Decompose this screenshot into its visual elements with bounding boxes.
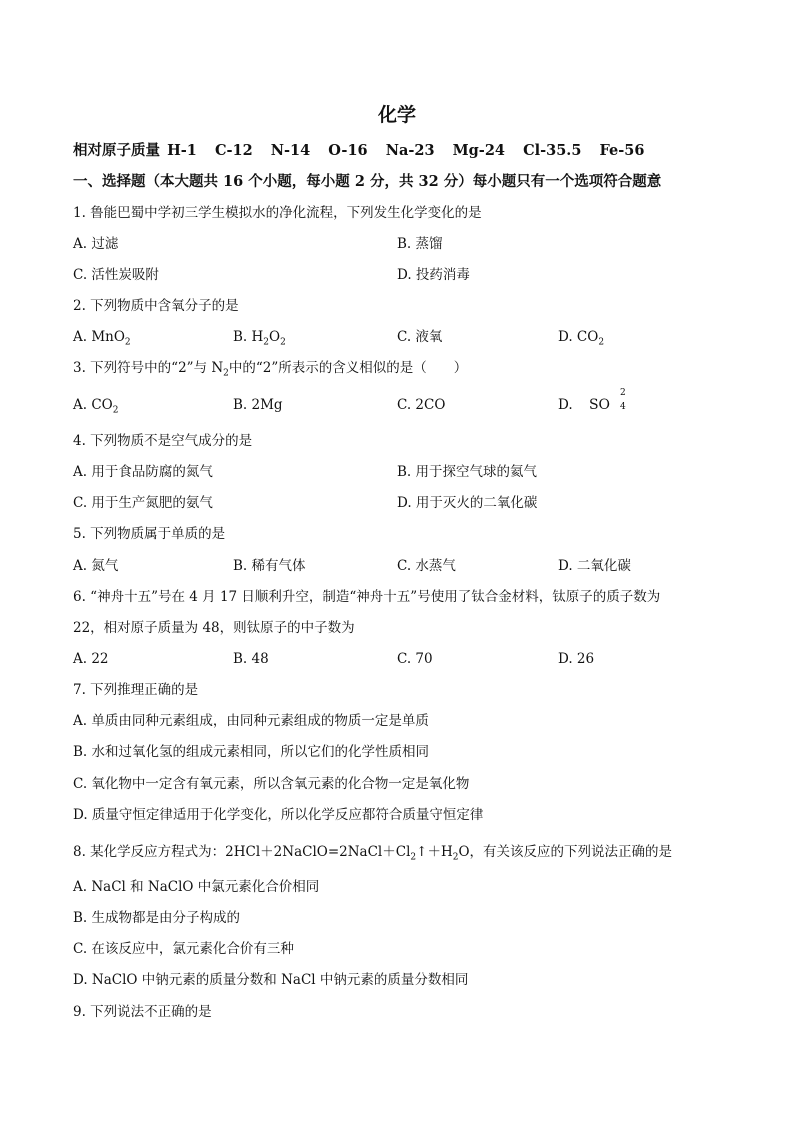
option-d: D. 用于灭火的二氧化碳 (397, 495, 538, 511)
atomic-mass-item: Fe-56 (599, 142, 645, 159)
atomic-mass-item: Mg-24 (452, 142, 505, 159)
atomic-mass-label: 相对原子质量 (73, 142, 160, 159)
option-b: B. 2Mg (233, 397, 283, 413)
atomic-mass-item: N-14 (270, 142, 311, 159)
question-stem: 8. 某化学反应方程式为：$2HCl+2NaClO=2NaCl+Cl_2↑+H_2O$，有关该反应的下列说法正确的是 (73, 844, 673, 863)
question-stem: 5. 下列物质属于单质的是 (73, 526, 226, 542)
page-title: 化学 (377, 104, 416, 126)
question-stem: 4. 下列物质不是空气成分的是 (73, 433, 253, 449)
option-a: A. MnO$_2$ (73, 329, 131, 348)
option-c: C. 氧化物中一定含有氧元素，所以含氧元素的化合物一定是氧化物 (73, 776, 470, 792)
option-a: A. 过滤 (73, 236, 119, 252)
option-b: B. 蒸馏 (397, 236, 443, 252)
option-a: A. 单质由同种元素组成，由同种元素组成的物质一定是单质 (73, 713, 429, 729)
atomic-mass-item: O-16 (328, 142, 368, 159)
option-a: A. 用于食品防腐的氮气 (73, 464, 213, 480)
option-d: D. 26 (558, 651, 595, 667)
question-stem: 6. “神舟十五”号在 4 月 17 日顺利升空，制造“神舟十五”号使用了钛合金材料，钛原子的质子数为 (73, 589, 661, 605)
option-b: B. 生成物都是由分子构成的 (73, 910, 241, 926)
option-c: C. 用于生产氮肥的氨气 (73, 495, 213, 511)
option-a: A. NaCl 和 NaClO 中氯元素化合价相同 (73, 879, 320, 895)
question-stem: 3. 下列符号中的“2”与 $N_2$中的“2”所表示的含义相似的是（ ） (73, 360, 468, 379)
question-stem: 2. 下列物质中含氧分子的是 (73, 298, 239, 314)
option-c: C. 在该反应中，氯元素化合价有三种 (73, 941, 294, 957)
option-d: D. 投药消毒 (397, 267, 470, 283)
sulfate-ion: SO 2 4 (588, 388, 626, 413)
option-a: A. 氮气 (73, 558, 119, 574)
atomic-mass-line (73, 141, 733, 161)
question-stem: 7. 下列推理正确的是 (73, 682, 199, 698)
question-stem: 1. 鲁能巴蜀中学初三学生模拟水的净化流程，下列发生化学变化的是 (73, 205, 482, 221)
option-b: B. 稀有气体 (233, 558, 306, 574)
option-c: C. 活性炭吸附 (73, 267, 159, 283)
option-d: D. SO 2 4 (558, 388, 626, 413)
option-c: C. 2CO (397, 397, 446, 413)
option-b: B. $H_2O_2$ (233, 329, 286, 348)
option-c: C. 液氧 (397, 329, 443, 345)
option-a: A. $CO_2$ (73, 397, 119, 416)
option-b: B. 48 (233, 651, 269, 667)
question-stem-cont: 22，相对原子质量为 48，则钛原子的中子数为 (73, 620, 355, 636)
option-d: D. 质量守恒定律适用于化学变化，所以化学反应都符合质量守恒定律 (73, 807, 484, 823)
option-c: C. 70 (397, 651, 433, 667)
option-d: D. 二氧化碳 (558, 558, 631, 574)
atomic-mass-item: Na-23 (385, 142, 435, 159)
option-d: D. $CO_2$ (558, 329, 605, 348)
question-stem: 9. 下列说法不正确的是 (73, 1004, 212, 1020)
option-b: B. 用于探空气球的氦气 (397, 464, 538, 480)
atomic-mass-item: C-12 (214, 142, 253, 159)
option-c: C. 水蒸气 (397, 558, 456, 574)
option-a: A. 22 (73, 651, 109, 667)
atomic-mass-item: H-1 (167, 142, 197, 159)
option-b: B. 水和过氧化氢的组成元素相同，所以它们的化学性质相同 (73, 744, 430, 760)
option-d: D. NaClO 中钠元素的质量分数和 NaCl 中钠元素的质量分数相同 (73, 972, 469, 988)
atomic-mass-item: Cl-35.5 (523, 142, 582, 159)
section-heading: 一、选择题（本大题共 16 个小题，每小题 2 分，共 32 分）每小题只有一个选项符合题意 (73, 173, 662, 190)
